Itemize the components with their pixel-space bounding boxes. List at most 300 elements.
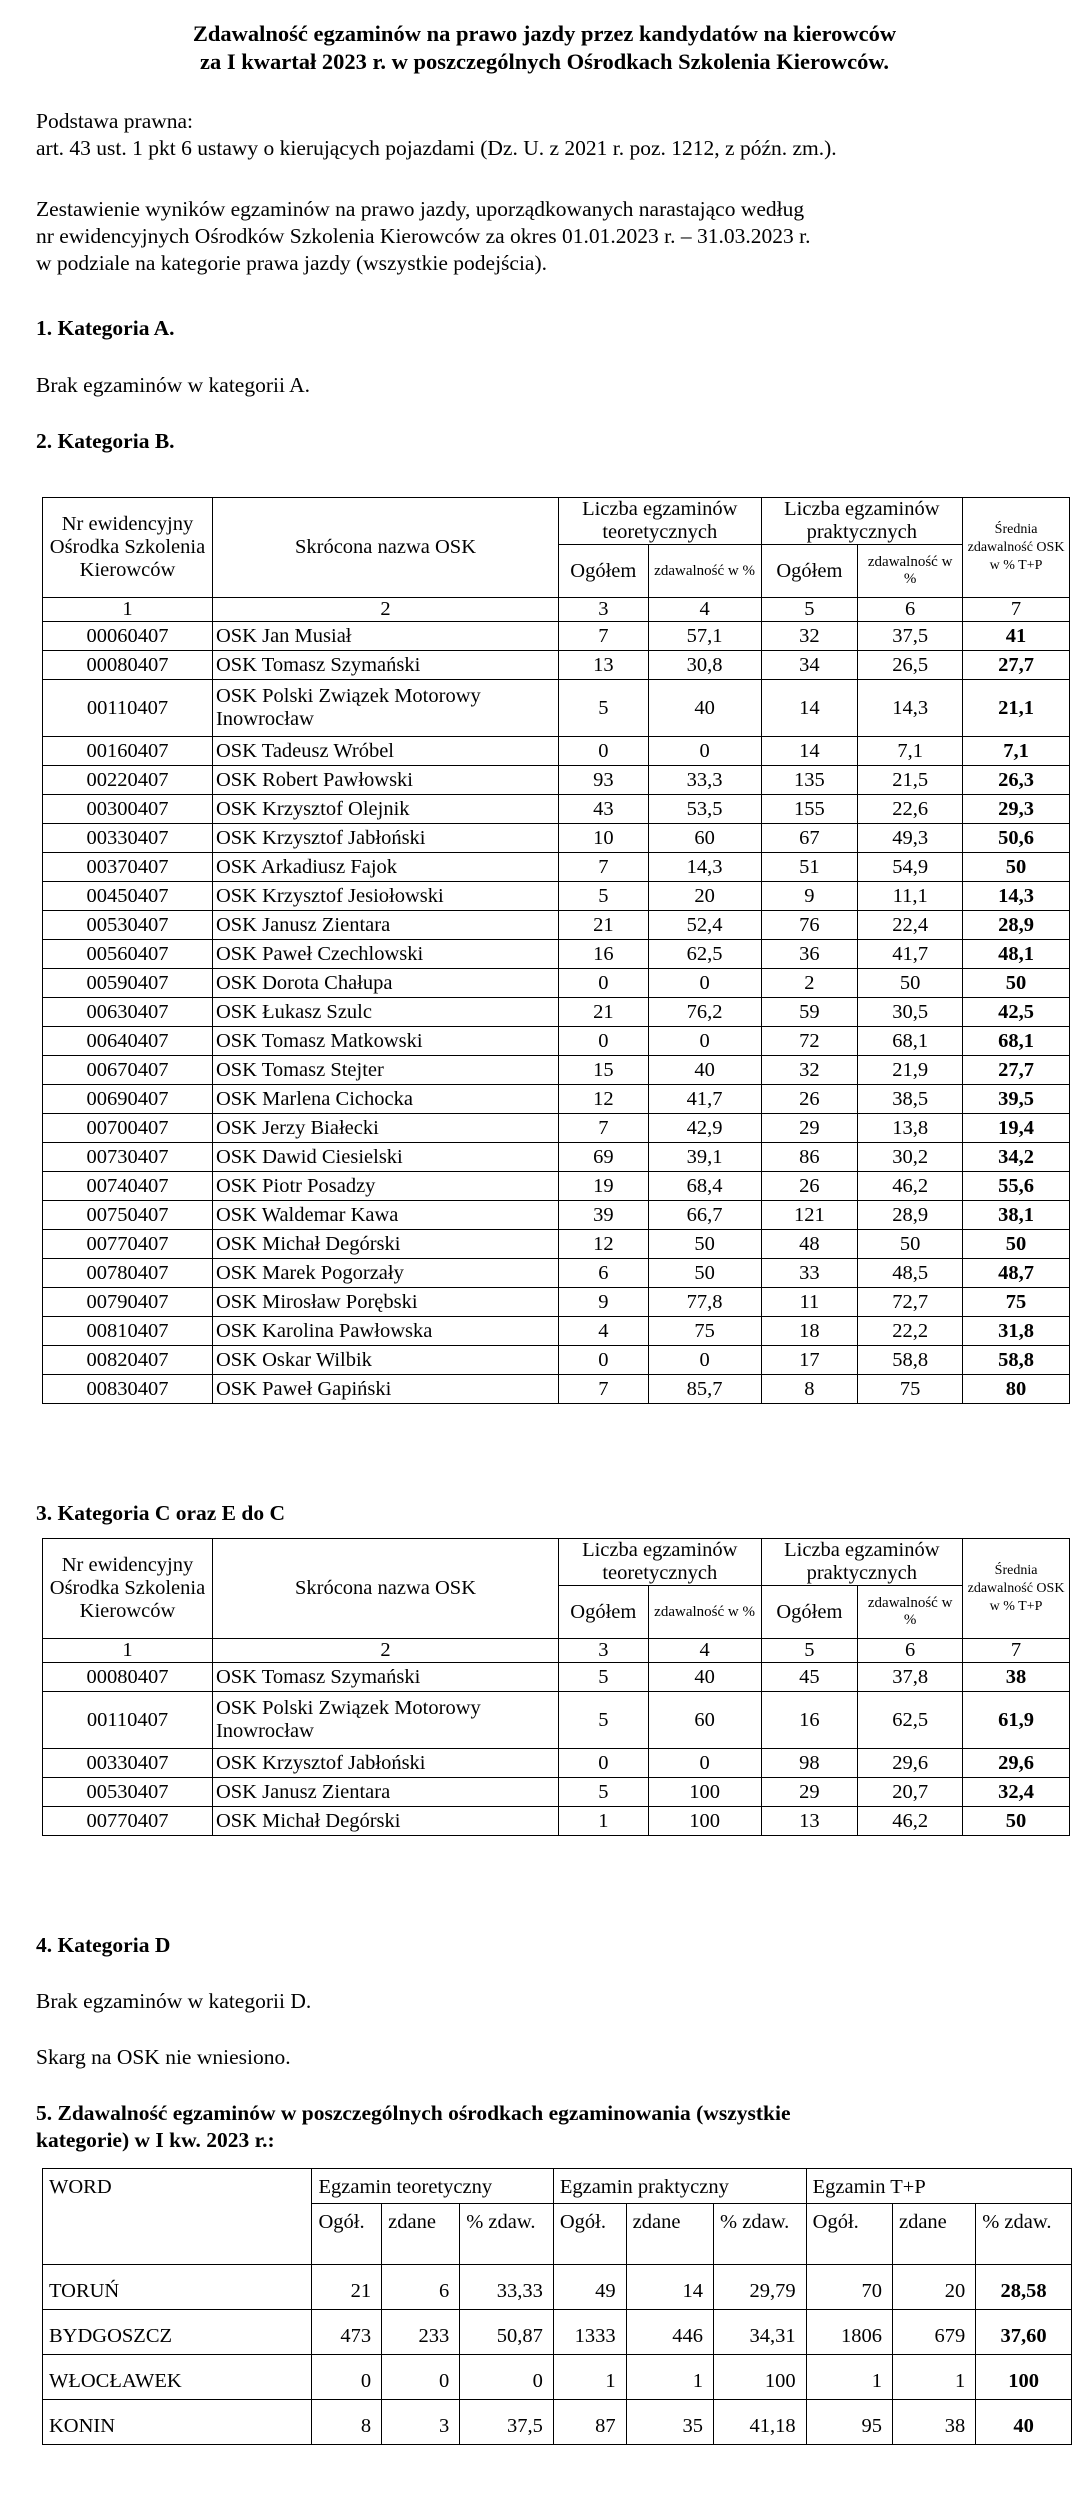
cell-tp-passed: 679 (892, 2310, 975, 2355)
table-row (43, 651, 1070, 680)
cell-practice-total: 32 (761, 622, 858, 651)
cell-theory-pass-rate: 0 (648, 737, 761, 766)
cell-average-pass-rate: 38 (963, 1663, 1070, 1692)
cell-theory-pass-rate: 100 (648, 1807, 761, 1836)
cell-practice-total: 45 (761, 1663, 858, 1692)
cell-practice-pass-rate: 22,4 (858, 911, 963, 940)
cell-average-pass-rate: 14,3 (963, 882, 1070, 911)
cell-practice-total: 135 (761, 766, 858, 795)
table-row (43, 2355, 1072, 2400)
cell-theory-pass-rate: 41,7 (648, 1085, 761, 1114)
cell-average-pass-rate: 55,6 (963, 1172, 1070, 1201)
column-number: 2 (212, 598, 558, 622)
column-number: 4 (648, 1639, 761, 1663)
cell-tp-passed: 20 (892, 2265, 975, 2310)
table-row (43, 1114, 1070, 1143)
cell-osk-name: OSK Tomasz Szymański (212, 1663, 558, 1692)
cell-average-pass-rate: 61,9 (963, 1692, 1070, 1749)
column-number: 6 (858, 598, 963, 622)
section-2-heading: 2. Kategoria B. (36, 429, 175, 453)
column-number: 7 (963, 1639, 1070, 1663)
cell-practice-pass-rate: 50 (858, 1230, 963, 1259)
cell-theory-pass-rate: 50 (648, 1230, 761, 1259)
table-row (43, 2400, 1072, 2445)
cell-osk-name: OSK Janusz Zientara (212, 1778, 558, 1807)
section-3-heading: 3. Kategoria C oraz E do C (36, 1501, 286, 1525)
cell-osk-name: OSK Tomasz Matkowski (212, 1027, 558, 1056)
cell-theory-total: 5 (559, 882, 649, 911)
cell-osk-number: 00330407 (43, 824, 213, 853)
cell-practice-total: 51 (761, 853, 858, 882)
cell-osk-number: 00450407 (43, 882, 213, 911)
table-row (43, 969, 1070, 998)
cell-osk-name: OSK Marlena Cichocka (212, 1085, 558, 1114)
cell-osk-name: OSK Michał Degórski (212, 1807, 558, 1836)
cell-practice-pass-rate: 37,8 (858, 1663, 963, 1692)
title-line-2: za I kwartał 2023 r. w poszczególnych Ośrodkach Szkolenia Kierowców. (200, 49, 889, 74)
header-total: Ogół. (806, 2204, 892, 2265)
cell-average-pass-rate: 50 (963, 853, 1070, 882)
cell-practice-total: 16 (761, 1692, 858, 1749)
cell-osk-number: 00780407 (43, 1259, 213, 1288)
cell-theory-pass-rate: 85,7 (648, 1375, 761, 1404)
cell-practice-pass-rate: 75 (858, 1375, 963, 1404)
cell-practice-total: 26 (761, 1085, 858, 1114)
cell-theory-total: 13 (559, 651, 649, 680)
cell-theory-pass-rate: 76,2 (648, 998, 761, 1027)
cell-theory-pass-rate: 30,8 (648, 651, 761, 680)
cell-word-name: TORUŃ (43, 2265, 312, 2310)
cell-osk-name: OSK Dorota Chałupa (212, 969, 558, 998)
cell-practice-total: 2 (761, 969, 858, 998)
cell-osk-number: 00740407 (43, 1172, 213, 1201)
header-theory-total: Ogółem (559, 545, 649, 598)
table-row (43, 1778, 1070, 1807)
cell-osk-name: OSK Oskar Wilbik (212, 1346, 558, 1375)
cell-osk-number: 00810407 (43, 1317, 213, 1346)
cell-average-pass-rate: 58,8 (963, 1346, 1070, 1375)
cell-theory-total: 10 (559, 824, 649, 853)
cell-theory-pass-rate: 39,1 (648, 1143, 761, 1172)
cell-theory-total: 0 (559, 737, 649, 766)
cell-osk-number: 00770407 (43, 1807, 213, 1836)
cell-osk-number: 00690407 (43, 1085, 213, 1114)
table-row (43, 737, 1070, 766)
header-theory-pass: zdawalność w % (648, 1586, 761, 1639)
header-practice-pass: zdawalność w % (858, 545, 963, 598)
cell-practice-pass-rate: 14,3 (858, 680, 963, 737)
header-average: Średnia zdawalność OSK w % T+P (963, 498, 1070, 598)
cell-theory-passed: 3 (382, 2400, 460, 2445)
cell-osk-name: OSK Paweł Gapiński (212, 1375, 558, 1404)
cell-theory-pass-rate: 40 (648, 680, 761, 737)
cell-practice-pass-rate: 41,7 (858, 940, 963, 969)
cell-average-pass-rate: 50 (963, 969, 1070, 998)
cell-tp-percent: 28,58 (976, 2265, 1072, 2310)
cell-practice-total: 18 (761, 1317, 858, 1346)
column-number: 1 (43, 1639, 213, 1663)
table-row (43, 1201, 1070, 1230)
column-number: 7 (963, 598, 1070, 622)
table-row (43, 1085, 1070, 1114)
cell-average-pass-rate: 68,1 (963, 1027, 1070, 1056)
summary-line-2: nr ewidencyjnych Ośrodków Szkolenia Kierowców za okres 01.01.2023 r. – 31.03.2023 r. (36, 224, 811, 248)
cell-osk-name: OSK Marek Pogorzały (212, 1259, 558, 1288)
cell-osk-number: 00820407 (43, 1346, 213, 1375)
cell-theory-pass-rate: 77,8 (648, 1288, 761, 1317)
cell-tp-total: 1 (806, 2355, 892, 2400)
cell-practice-total: 76 (761, 911, 858, 940)
cell-average-pass-rate: 19,4 (963, 1114, 1070, 1143)
cell-theory-pass-rate: 60 (648, 1692, 761, 1749)
cell-practice-pass-rate: 62,5 (858, 1692, 963, 1749)
header-practice-total: Ogółem (761, 545, 858, 598)
summary-line-3: w podziale na kategorie prawa jazdy (wszystkie podejścia). (36, 251, 548, 275)
column-number: 3 (559, 598, 649, 622)
cell-theory-percent: 33,33 (460, 2265, 554, 2310)
cell-practice-pass-rate: 26,5 (858, 651, 963, 680)
cell-osk-name: OSK Tomasz Szymański (212, 651, 558, 680)
cell-practice-percent: 29,79 (714, 2265, 807, 2310)
cell-word-name: KONIN (43, 2400, 312, 2445)
column-number: 1 (43, 598, 213, 622)
cell-osk-number: 00590407 (43, 969, 213, 998)
cell-tp-passed: 1 (892, 2355, 975, 2400)
summary-paragraph (36, 196, 1011, 277)
cell-practice-percent: 34,31 (714, 2310, 807, 2355)
cell-practice-total: 1333 (553, 2310, 626, 2355)
cell-osk-number: 00060407 (43, 622, 213, 651)
cell-practice-percent: 41,18 (714, 2400, 807, 2445)
cell-osk-number: 00630407 (43, 998, 213, 1027)
cell-theory-total: 43 (559, 795, 649, 824)
document-title (0, 20, 1089, 76)
header-osk-number: Nr ewidencyjny Ośrodka Szkolenia Kierowców (43, 1539, 213, 1639)
cell-theory-total: 8 (312, 2400, 382, 2445)
cell-osk-number: 00770407 (43, 1230, 213, 1259)
header-theory-exam: Egzamin teoretyczny (312, 2169, 553, 2204)
cell-osk-name: OSK Tadeusz Wróbel (212, 737, 558, 766)
table-row (43, 824, 1070, 853)
cell-practice-pass-rate: 11,1 (858, 882, 963, 911)
cell-osk-name: OSK Piotr Posadzy (212, 1172, 558, 1201)
cell-practice-total: 14 (761, 737, 858, 766)
header-practice: Liczba egzaminów praktycznych (761, 1539, 963, 1586)
header-practice: Liczba egzaminów praktycznych (761, 498, 963, 545)
header-theory-pass: zdawalność w % (648, 545, 761, 598)
cell-average-pass-rate: 50,6 (963, 824, 1070, 853)
table-row (43, 1663, 1070, 1692)
cell-theory-total: 21 (312, 2265, 382, 2310)
cell-average-pass-rate: 41 (963, 622, 1070, 651)
cell-practice-pass-rate: 13,8 (858, 1114, 963, 1143)
column-number: 2 (212, 1639, 558, 1663)
cell-osk-name: OSK Dawid Ciesielski (212, 1143, 558, 1172)
cell-osk-name: OSK Arkadiusz Fajok (212, 853, 558, 882)
cell-average-pass-rate: 31,8 (963, 1317, 1070, 1346)
column-number: 6 (858, 1639, 963, 1663)
cell-osk-name: OSK Krzysztof Jesiołowski (212, 882, 558, 911)
header-practice-pass: zdawalność w % (858, 1586, 963, 1639)
cell-theory-percent: 0 (460, 2355, 554, 2400)
cell-theory-total: 5 (559, 1663, 649, 1692)
cell-practice-percent: 100 (714, 2355, 807, 2400)
table-row (43, 853, 1070, 882)
cell-practice-total: 67 (761, 824, 858, 853)
cell-practice-pass-rate: 37,5 (858, 622, 963, 651)
cell-practice-total: 8 (761, 1375, 858, 1404)
cell-practice-pass-rate: 46,2 (858, 1172, 963, 1201)
header-practical-exam: Egzamin praktyczny (553, 2169, 806, 2204)
cell-theory-pass-rate: 0 (648, 969, 761, 998)
cell-osk-name: OSK Waldemar Kawa (212, 1201, 558, 1230)
cell-osk-name: OSK Karolina Pawłowska (212, 1317, 558, 1346)
cell-theory-total: 0 (559, 1346, 649, 1375)
cell-theory-total: 7 (559, 853, 649, 882)
cell-word-name: WŁOCŁAWEK (43, 2355, 312, 2400)
cell-osk-name: OSK Krzysztof Jabłoński (212, 1749, 558, 1778)
column-number: 4 (648, 598, 761, 622)
cell-tp-percent: 37,60 (976, 2310, 1072, 2355)
cell-practice-total: 155 (761, 795, 858, 824)
cell-theory-total: 7 (559, 1114, 649, 1143)
table-row (43, 1288, 1070, 1317)
table-row (43, 1230, 1070, 1259)
header-tp-exam: Egzamin T+P (806, 2169, 1071, 2204)
cell-theory-total: 0 (559, 1749, 649, 1778)
cell-osk-name: OSK Robert Pawłowski (212, 766, 558, 795)
cell-theory-pass-rate: 0 (648, 1027, 761, 1056)
cell-osk-number: 00110407 (43, 1692, 213, 1749)
cell-theory-total: 1 (559, 1807, 649, 1836)
cell-theory-pass-rate: 0 (648, 1346, 761, 1375)
cell-theory-pass-rate: 66,7 (648, 1201, 761, 1230)
header-osk-number: Nr ewidencyjny Ośrodka Szkolenia Kierowców (43, 498, 213, 598)
cell-osk-name: OSK Polski Związek Motorowy Inowrocław (212, 680, 558, 737)
cell-osk-number: 00160407 (43, 737, 213, 766)
cell-theory-total: 0 (312, 2355, 382, 2400)
cell-osk-name: OSK Polski Związek Motorowy Inowrocław (212, 1692, 558, 1749)
category-b-rows (43, 622, 1070, 1404)
cell-practice-pass-rate: 58,8 (858, 1346, 963, 1375)
cell-theory-total: 5 (559, 1778, 649, 1807)
table-row (43, 680, 1070, 737)
cell-theory-total: 7 (559, 622, 649, 651)
cell-practice-total: 98 (761, 1749, 858, 1778)
cell-practice-total: 87 (553, 2400, 626, 2445)
cell-theory-pass-rate: 14,3 (648, 853, 761, 882)
cell-average-pass-rate: 38,1 (963, 1201, 1070, 1230)
cell-osk-name: OSK Janusz Zientara (212, 911, 558, 940)
section-1-heading: 1. Kategoria A. (36, 316, 175, 340)
cell-osk-name: OSK Krzysztof Olejnik (212, 795, 558, 824)
cell-word-name: BYDGOSZCZ (43, 2310, 312, 2355)
column-number: 5 (761, 598, 858, 622)
cell-theory-pass-rate: 20 (648, 882, 761, 911)
table-row (43, 1317, 1070, 1346)
cell-theory-percent: 50,87 (460, 2310, 554, 2355)
cell-tp-percent: 100 (976, 2355, 1072, 2400)
cell-practice-passed: 1 (626, 2355, 713, 2400)
cell-average-pass-rate: 27,7 (963, 651, 1070, 680)
category-b-table (42, 497, 1070, 1404)
cell-osk-number: 00530407 (43, 1778, 213, 1807)
cell-theory-pass-rate: 75 (648, 1317, 761, 1346)
cell-average-pass-rate: 80 (963, 1375, 1070, 1404)
cell-practice-pass-rate: 48,5 (858, 1259, 963, 1288)
header-total: Ogół. (553, 2204, 626, 2265)
cell-average-pass-rate: 32,4 (963, 1778, 1070, 1807)
cell-practice-pass-rate: 50 (858, 969, 963, 998)
cell-theory-percent: 37,5 (460, 2400, 554, 2445)
cell-theory-total: 15 (559, 1056, 649, 1085)
cell-theory-total: 39 (559, 1201, 649, 1230)
cell-practice-total: 14 (761, 680, 858, 737)
header-passed: zdane (626, 2204, 713, 2265)
cell-theory-total: 9 (559, 1288, 649, 1317)
header-percent: % zdaw. (714, 2204, 807, 2265)
cell-practice-total: 59 (761, 998, 858, 1027)
cell-osk-number: 00790407 (43, 1288, 213, 1317)
cell-osk-number: 00670407 (43, 1056, 213, 1085)
cell-practice-total: 33 (761, 1259, 858, 1288)
section-5-heading (36, 2100, 1011, 2154)
cell-osk-number: 00750407 (43, 1201, 213, 1230)
cell-practice-total: 48 (761, 1230, 858, 1259)
cell-tp-passed: 38 (892, 2400, 975, 2445)
section-1-text: Brak egzaminów w kategorii A. (36, 373, 311, 397)
table-row (43, 795, 1070, 824)
cell-osk-number: 00730407 (43, 1143, 213, 1172)
cell-practice-pass-rate: 38,5 (858, 1085, 963, 1114)
cell-practice-pass-rate: 28,9 (858, 1201, 963, 1230)
cell-average-pass-rate: 50 (963, 1807, 1070, 1836)
cell-theory-pass-rate: 60 (648, 824, 761, 853)
table-row (43, 1749, 1070, 1778)
cell-theory-total: 0 (559, 1027, 649, 1056)
cell-tp-percent: 40 (976, 2400, 1072, 2445)
table-row (43, 1807, 1070, 1836)
cell-practice-passed: 446 (626, 2310, 713, 2355)
cell-theory-pass-rate: 50 (648, 1259, 761, 1288)
column-number: 5 (761, 1639, 858, 1663)
table-row (43, 1027, 1070, 1056)
header-word: WORD (43, 2169, 312, 2265)
cell-theory-total: 4 (559, 1317, 649, 1346)
cell-theory-passed: 6 (382, 2265, 460, 2310)
column-number: 3 (559, 1639, 649, 1663)
header-theory: Liczba egzaminów teoretycznych (559, 1539, 762, 1586)
cell-practice-total: 86 (761, 1143, 858, 1172)
cell-average-pass-rate: 42,5 (963, 998, 1070, 1027)
cell-practice-total: 26 (761, 1172, 858, 1201)
table-row (43, 766, 1070, 795)
cell-theory-total: 93 (559, 766, 649, 795)
cell-theory-pass-rate: 33,3 (648, 766, 761, 795)
cell-practice-total: 34 (761, 651, 858, 680)
cell-practice-pass-rate: 21,9 (858, 1056, 963, 1085)
cell-practice-pass-rate: 46,2 (858, 1807, 963, 1836)
cell-theory-total: 21 (559, 911, 649, 940)
cell-theory-total: 0 (559, 969, 649, 998)
cell-osk-name: OSK Paweł Czechlowski (212, 940, 558, 969)
cell-theory-passed: 0 (382, 2355, 460, 2400)
summary-line-1: Zestawienie wyników egzaminów na prawo jazdy, uporządkowanych narastająco według (36, 197, 805, 221)
cell-osk-number: 00530407 (43, 911, 213, 940)
table-row (43, 1056, 1070, 1085)
cell-osk-number: 00220407 (43, 766, 213, 795)
cell-theory-pass-rate: 0 (648, 1749, 761, 1778)
cell-osk-number: 00110407 (43, 680, 213, 737)
cell-average-pass-rate: 34,2 (963, 1143, 1070, 1172)
cell-practice-pass-rate: 30,5 (858, 998, 963, 1027)
cell-practice-pass-rate: 29,6 (858, 1749, 963, 1778)
cell-average-pass-rate: 48,1 (963, 940, 1070, 969)
cell-practice-pass-rate: 54,9 (858, 853, 963, 882)
cell-practice-pass-rate: 7,1 (858, 737, 963, 766)
cell-practice-pass-rate: 68,1 (858, 1027, 963, 1056)
cell-practice-total: 49 (553, 2265, 626, 2310)
legal-basis-label: Podstawa prawna: (36, 109, 194, 133)
cell-theory-pass-rate: 57,1 (648, 622, 761, 651)
cell-average-pass-rate: 29,3 (963, 795, 1070, 824)
cell-theory-total: 7 (559, 1375, 649, 1404)
cell-theory-total: 12 (559, 1230, 649, 1259)
word-rows (43, 2265, 1072, 2445)
cell-theory-total: 16 (559, 940, 649, 969)
cell-osk-name: OSK Mirosław Porębski (212, 1288, 558, 1317)
cell-tp-total: 70 (806, 2265, 892, 2310)
header-total: Ogół. (312, 2204, 382, 2265)
cell-average-pass-rate: 48,7 (963, 1259, 1070, 1288)
cell-theory-pass-rate: 68,4 (648, 1172, 761, 1201)
cell-average-pass-rate: 26,3 (963, 766, 1070, 795)
category-c-table (42, 1538, 1070, 1836)
cell-practice-total: 11 (761, 1288, 858, 1317)
cell-practice-total: 9 (761, 882, 858, 911)
header-average: Średnia zdawalność OSK w % T+P (963, 1539, 1070, 1639)
cell-theory-total: 12 (559, 1085, 649, 1114)
cell-practice-total: 17 (761, 1346, 858, 1375)
cell-theory-pass-rate: 53,5 (648, 795, 761, 824)
cell-practice-total: 32 (761, 1056, 858, 1085)
cell-osk-number: 00830407 (43, 1375, 213, 1404)
table-row (43, 1346, 1070, 1375)
table-row (43, 1172, 1070, 1201)
section-5-heading-line-1: 5. Zdawalność egzaminów w poszczególnych ośrodkach egzaminowania (wszystkie (36, 2101, 791, 2125)
cell-practice-pass-rate: 22,2 (858, 1317, 963, 1346)
table-row (43, 1692, 1070, 1749)
cell-theory-passed: 233 (382, 2310, 460, 2355)
cell-theory-total: 21 (559, 998, 649, 1027)
cell-osk-number: 00080407 (43, 651, 213, 680)
table-row (43, 1375, 1070, 1404)
cell-practice-pass-rate: 72,7 (858, 1288, 963, 1317)
cell-osk-name: OSK Tomasz Stejter (212, 1056, 558, 1085)
header-percent: % zdaw. (976, 2204, 1072, 2265)
table-row (43, 1259, 1070, 1288)
cell-practice-total: 72 (761, 1027, 858, 1056)
cell-theory-total: 19 (559, 1172, 649, 1201)
table-row (43, 2310, 1072, 2355)
cell-practice-total: 121 (761, 1201, 858, 1230)
cell-osk-number: 00370407 (43, 853, 213, 882)
cell-average-pass-rate: 39,5 (963, 1085, 1070, 1114)
cell-osk-name: OSK Krzysztof Jabłoński (212, 824, 558, 853)
section-4-heading: 4. Kategoria D (36, 1933, 171, 1957)
cell-average-pass-rate: 50 (963, 1230, 1070, 1259)
cell-practice-total: 29 (761, 1114, 858, 1143)
